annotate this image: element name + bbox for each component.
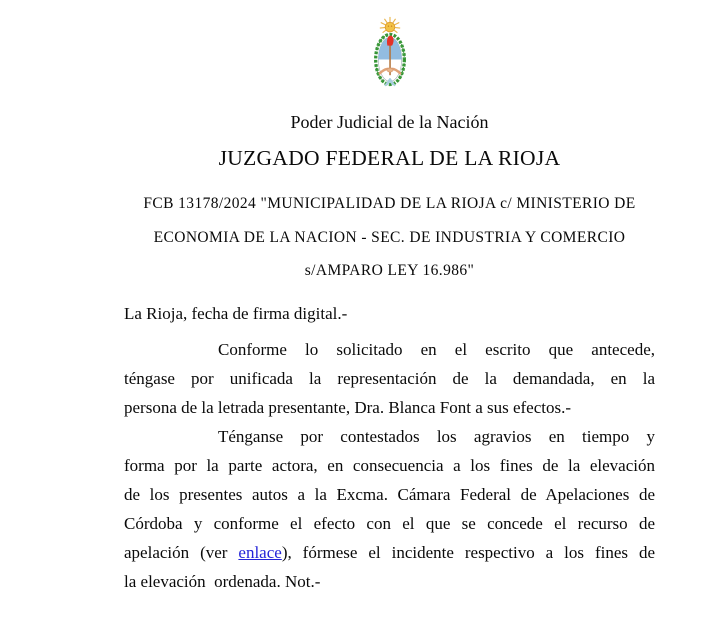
paragraph-2 — [124, 422, 655, 596]
paragraph-2-line-2: forma por la parte actora, en consecuencia a los fines de la elevación — [124, 455, 655, 475]
link-line-after-text: ), fórmese el incidente respectivo a los fines de — [281, 542, 655, 562]
paragraph-1 — [124, 335, 655, 422]
paragraph-2-line-1: Ténganse por contestados los agravios en tiempo y — [218, 426, 655, 446]
case-caption-line-3: s/AMPARO LEY 16.986" — [304, 262, 475, 279]
paragraph-2-line-3: de los presentes autos a la Excma. Cámara Federal de Apelaciones de — [124, 484, 655, 504]
paragraph-2-link-line — [124, 538, 655, 567]
enlace-link[interactable]: enlace — [238, 542, 282, 562]
document-page — [0, 16, 727, 621]
paragraph-2-last-line: la elevación ordenada. Not.- — [124, 571, 321, 591]
content-column — [124, 16, 655, 596]
order-body — [124, 299, 655, 596]
case-caption-line-2: ECONOMIA DE LA NACION - SEC. DE INDUSTRIA Y COMERCIO — [153, 228, 626, 246]
case-caption — [124, 187, 655, 288]
institution-title: Poder Judicial de la Nación — [290, 112, 489, 132]
case-caption-line-1: FCB 13178/2024 "MUNICIPALIDAD DE LA RIOJA c/ MINISTERIO DE — [143, 195, 636, 212]
paragraph-1-line-1: Conforme lo solicitado en el escrito que antecede, — [218, 339, 655, 359]
paragraph-1-line-3: persona de la letrada presentante, Dra. Blanca Font a sus efectos.- — [124, 397, 572, 417]
court-title: JUZGADO FEDERAL DE LA RIOJA — [218, 146, 561, 170]
date-line: La Rioja, fecha de firma digital.- — [124, 303, 348, 323]
argentina-coat-of-arms-icon — [362, 16, 418, 90]
paragraph-2-line-4: Córdoba y conforme el efecto con el que se concede el recurso de — [124, 513, 655, 533]
link-line-before-text: apelación (ver — [124, 542, 239, 562]
paragraph-1-line-2: téngase por unificada la representación de la demandada, en la — [124, 368, 655, 388]
